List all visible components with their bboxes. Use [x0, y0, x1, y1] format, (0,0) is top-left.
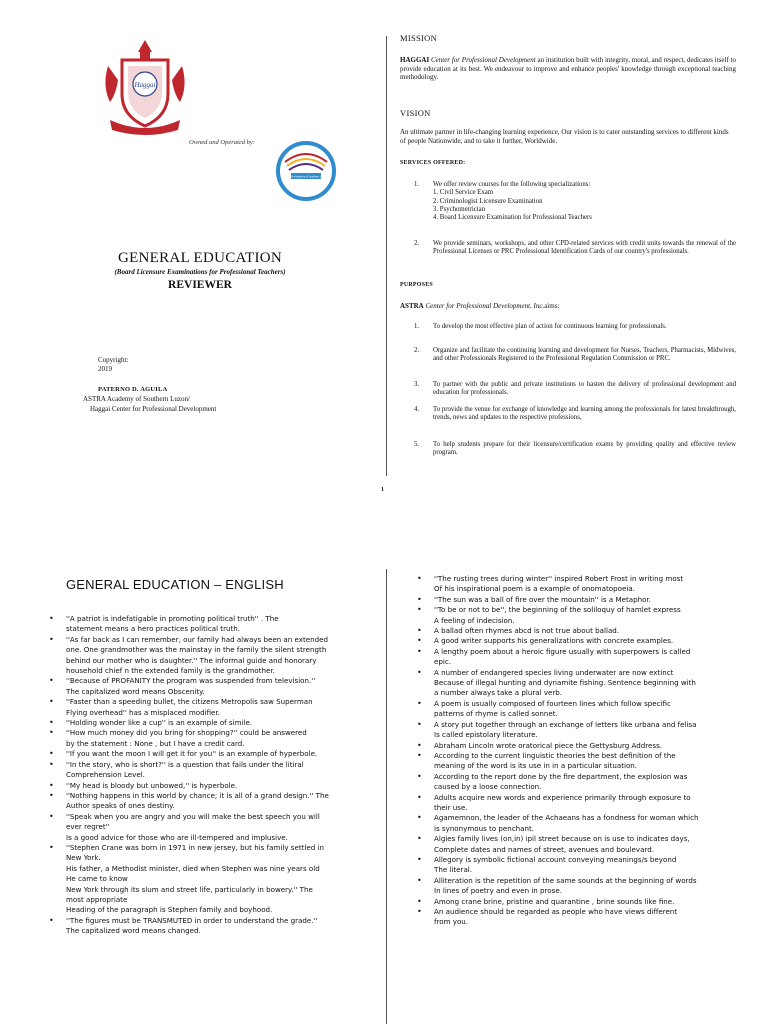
mission-heading: MISSION [400, 33, 438, 43]
english-left-item-line: most appropriate [66, 894, 128, 904]
english-right-item-line: • A number of endangered species living underwater are now extinct [434, 667, 674, 677]
english-right-item [417, 626, 735, 636]
english-right-item [417, 647, 735, 668]
english-right-item-line: • Allegory is symbolic fictional account conveying meanings/s beyond [434, 854, 677, 864]
english-right-item-line: Of his inspirational poem is a example of onomatopoeia. [434, 584, 635, 594]
english-right-item-line: In lines of poetry and even in prose. [434, 886, 562, 896]
mission-org: HAGGAI [400, 56, 430, 64]
services-item-2: 2. We provide seminars, workshops, and other CPD-related services with credit units towards the renewal of the Professional Licenses or PRC Professional Identification Cards of our country's professionals. [414, 240, 736, 256]
english-right-item-line: • According to the current linguistic theories the best definition of the [434, 750, 676, 760]
english-left-item-line: • ''My head is bloody but unbowed,'' is hyperbole. [66, 780, 238, 790]
english-right-item-line: • Alliteration is the repetition of the same sounds at the beginning of words [434, 875, 697, 885]
english-right-item [417, 668, 735, 699]
english-right-item [417, 876, 735, 897]
english-right-item-line: • A story put together through an exchange of letters like urbana and felisa [434, 719, 697, 729]
english-left-item [49, 781, 369, 791]
mission-text [400, 56, 736, 82]
haggai-crest-logo [100, 36, 190, 136]
english-right-item-line: is synonymous to penchant. [434, 823, 535, 833]
english-left-item-line: Author speaks of ones destiny. [66, 801, 175, 811]
english-left-item-line: The capitalized word means changed. [66, 926, 201, 936]
english-right-item-line: The literal. [434, 865, 473, 875]
purposes-org: ASTRA [400, 302, 424, 310]
purpose-item-4: 4. To provide the venue for exchange of knowledge and learning among the professionals for latest breakthrough, trends, news and updates to the respective professions, [414, 406, 736, 422]
services-sub-1: 1. Civil Service Exam [433, 189, 494, 197]
services-sub-3: 3. Psychometrician [433, 205, 486, 213]
page-1 [0, 0, 768, 505]
english-left-item-line: • ''A patriot is indefatigable in promoting political truth'' . The [66, 614, 279, 623]
english-right-item [417, 772, 735, 793]
purpose-item-1: 1. To develop the most effective plan of action for continuous learning for professionals. [414, 323, 667, 330]
english-left-list [49, 614, 369, 937]
purposes-org-suffix: aims: [544, 302, 560, 310]
english-right-item [417, 813, 735, 834]
english-right-item [417, 720, 735, 741]
english-right-item [417, 855, 735, 876]
english-left-item-line: New York. [66, 853, 101, 863]
english-left-item-line: • ''Nothing happens in this world by chance; it is all of a grand design.'' The [66, 790, 329, 800]
english-left-item [49, 635, 369, 677]
english-left-item-line: • ''As far back as I can remember, our family had always been an extended [66, 634, 328, 644]
english-right-item-line: • A good writer supports his generalizations with concrete examples. [434, 636, 674, 646]
english-right-item-line: patterns of rhyme is called sonnet. [434, 709, 558, 719]
mission-org-italic: Center for Professional Development [430, 56, 536, 64]
english-right-item-line: • ''The sun was a ball of fire over the mountain'' is a Metaphor. [434, 594, 651, 604]
english-right-item [417, 793, 735, 814]
english-left-item-line: Is a good advice for those who are ill-tempered and implusive. [66, 832, 288, 842]
purposes-org-italic: Center for Professional Development, Inc. [425, 302, 545, 310]
services-heading: SERVICES OFFERED: [400, 160, 466, 166]
english-right-item-line: • ''To be or not to be'', the beginning of the soliloquy of hamlet express [434, 605, 681, 615]
english-right-item [417, 699, 735, 720]
english-right-item-line: their use. [434, 802, 468, 812]
english-left-item-line: • ''Stephen Crane was born in 1971 in new jersey, but his family settled in [66, 842, 324, 852]
english-right-item-line: caused by a loose connection. [434, 782, 542, 792]
cover-title: GENERAL EDUCATION [117, 250, 283, 266]
services-sub-4: 4. Board Licensure Examination for Professional Teachers [433, 214, 592, 222]
english-right-item-line: Is called epistolary literature. [434, 730, 538, 740]
page-2-column-divider [386, 569, 387, 1024]
copyright-block [98, 356, 128, 374]
english-section-title: GENERAL EDUCATION – ENGLISH [66, 577, 284, 592]
english-right-item-line: • Adults acquire new words and experience primarily through exposure to [434, 792, 691, 802]
english-right-item-line: from you. [434, 917, 469, 927]
english-right-item [417, 741, 735, 751]
english-left-item [49, 812, 369, 843]
cover-reviewer-label: REVIEWER [168, 279, 232, 291]
english-left-item [49, 614, 369, 635]
purpose-item-2: 2. Organize and facilitate the continuing learning and development for Nurses, Teachers, Pharmacists, Midwives, and other Professionals Registered to the Professional Regulation Commission or PRC. [414, 347, 736, 363]
english-left-item-line: household chief n the extended family is the grandmother. [66, 666, 275, 676]
english-right-item-line: meaning of the word is its use in in a particular situation. [434, 761, 638, 771]
english-left-item [49, 728, 369, 749]
english-right-item-line: • Among crane brine, pristine and quarantine , brine sounds like fine. [434, 896, 675, 906]
owned-by-label: Owned and Operated by: [189, 139, 255, 146]
services-item-1-intro: We offer review courses for the following specializations: [433, 181, 591, 188]
english-right-item-line: • ''The rusting trees during winter'' inspired Robert Frost in writing most [434, 574, 684, 583]
author-affiliation-2: Haggai Center for Professional Development [90, 405, 217, 413]
english-right-item [417, 636, 735, 646]
english-left-item-line: • ''Faster than a speeding bullet, the citizens Metropolis saw Superman [66, 697, 313, 707]
purpose-item-3: 3. To partner with the public and private institutions to hasten the delivery of professional development and education for professionals. [414, 381, 736, 397]
english-right-item-line: • A ballad often rhymes abcd is not true about ballad. [434, 626, 620, 636]
english-left-item-line: He came to know [66, 874, 128, 884]
english-left-item [49, 718, 369, 728]
english-left-item-line: • ''Speak when you are angry and you will make the best speech you will [66, 811, 320, 821]
english-right-item [417, 834, 735, 855]
english-left-item-line: • ''In the story, who is short?'' is a question that fails under the litiral [66, 759, 304, 769]
english-left-item [49, 749, 369, 759]
english-right-item-line: • Algies family lives (on,in) ipil street because on is use to indicates days, [434, 834, 690, 844]
english-left-item [49, 916, 369, 937]
english-right-item-line: • According to the report done by the fire department, the explosion was [434, 771, 688, 781]
english-right-item-line: • Agamemnon, the leader of the Achaeans has a fondness for woman which [434, 813, 699, 823]
english-left-item-line: Comprehension Level. [66, 770, 145, 780]
english-left-item-line: ever regret'' [66, 822, 110, 832]
english-left-item [49, 791, 369, 812]
english-left-item-line: Heading of the paragraph is Stephen family and boyhood. [66, 905, 273, 915]
english-left-item-line: • ''Holding wonder like a cup'' is an example of simile. [66, 718, 253, 728]
english-right-item-line: • Abraham Lincoln wrote oratorical piece the Gettysburg Address. [434, 740, 663, 750]
astra-logo-text: ASTRA Academy of Southern Luzon [285, 175, 327, 179]
english-right-item-line: A feeling of indecision. [434, 615, 515, 625]
astra-academy-logo [275, 140, 337, 202]
author-affiliation-1: ASTRA Academy of Southern Luzon/ [83, 395, 190, 403]
english-right-item-line: • An audience should be regarded as people who have views different [434, 907, 678, 916]
english-left-item [49, 676, 369, 697]
vision-heading: VISION [400, 108, 431, 118]
english-left-item-line: by the statement : None , but I have a credit card. [66, 738, 245, 748]
english-left-item-line: New York through its slum and street life, particularly in bowery.'' The [66, 884, 313, 894]
purposes-intro [400, 302, 736, 311]
services-item-2-text: We provide seminars, workshops, and other CPD-related services with credit units towards the renewal of the Professional Licenses or PRC Professional Identification Cards of our country's professionals. [433, 240, 736, 256]
english-left-item-line: His father, a Methodist minister, died when Stephen was nine years old [66, 863, 320, 873]
english-right-item [417, 574, 735, 595]
vision-text: An ultimate partner in life-changing learning experience, Our vision is to cater outstanding services to different kinds of people Nationwide, and to take it further, Worldwide. [400, 128, 729, 145]
english-right-item-line: • A poem is usually composed of fourteen lines which follow specific [434, 698, 671, 708]
page-number: 1 [381, 487, 384, 493]
haggai-logo-text: Haggai [134, 81, 156, 89]
english-left-item-line: behind our mother who is daughter.'' The informal guide and honorary [66, 655, 317, 665]
english-left-item-line: one. One grandmother was the mainstay in the family the silent strength [66, 645, 327, 655]
services-sub-2: 2. Criminologist Licensure Examination [433, 197, 543, 205]
english-right-item [417, 595, 735, 605]
english-left-item [49, 697, 369, 718]
cover-subtitle: (Board Licensure Examinations for Professional Teachers) [114, 268, 286, 276]
purpose-item-5: 5. To help students prepare for their licensure/certification exams by providing quality and effective review program. [414, 441, 736, 457]
purposes-heading: PURPOSES [400, 282, 433, 288]
english-left-item-line: The capitalized word means Obscenity. [66, 686, 205, 696]
english-right-list [417, 574, 735, 928]
english-right-item-line: a number always take a plural verb. [434, 688, 563, 698]
english-right-item [417, 907, 735, 928]
copyright-label: Copyright: [98, 356, 129, 364]
english-left-item [49, 843, 369, 916]
english-right-item-line: • A lengthy poem about a heroic figure usually with superpowers is called [434, 646, 691, 656]
services-item-1: 1. We offer review courses for the following specializations: 1. Civil Service Exam 2. Criminologist Licensure Examination 3. Psychometrician 4. Board Licensure Examination for Professional Teachers [414, 181, 736, 222]
copyright-year: 2019 [98, 365, 112, 373]
english-right-item-line: Because of illegal hunting and dynamite fishing. Sentence beginning with [434, 678, 696, 688]
english-left-item-line: • ''How much money did you bring for shopping?'' could be answered [66, 728, 307, 738]
english-left-item-line: • ''Because of PROFANITY the program was suspended from television.'' [66, 676, 316, 686]
english-right-item [417, 751, 735, 772]
english-left-item [49, 760, 369, 781]
english-left-item-line: • ''If you want the moon I will get it for you'' is an example of hyperbole. [66, 749, 318, 759]
english-right-item [417, 605, 735, 626]
author-name: PATERNO D. AGUILA [98, 386, 168, 393]
english-left-item-line: • ''The figures must be TRANSMUTED in order to understand the grade.'' [66, 915, 318, 925]
english-right-item [417, 897, 735, 907]
english-left-item-line: statement means a hero practices political truth. [66, 624, 241, 634]
english-right-item-line: Complete dates and names of street, avenues and boulevard. [434, 844, 654, 854]
mission-body: an institution built with integrity, moral, and respect, dedicates itself to provide education at its best. We endeavour to improve and enhance peoples' knowledge through exceptional teaching methodology. [400, 56, 737, 81]
english-right-item-line: epic. [434, 657, 451, 667]
english-left-item-line: Flying overhead'' has a misplaced modifier. [66, 707, 220, 717]
